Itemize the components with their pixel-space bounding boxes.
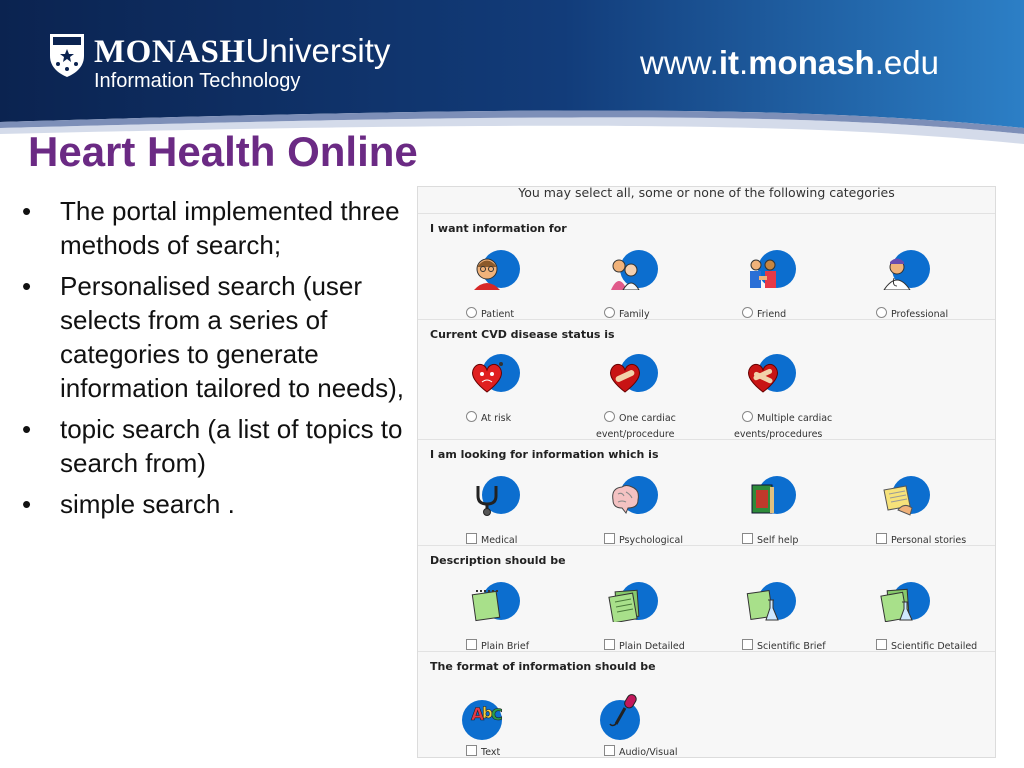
option-text: Professional [891,309,949,320]
info-type-checkbox[interactable] [876,533,887,544]
bullet-item [22,269,412,405]
info-type-checkbox[interactable] [604,533,615,544]
option-text: Text [481,747,501,758]
option-text: Scientific Detailed [891,641,978,652]
heart-bomb-icon [460,350,520,406]
bullet-dot: • [22,489,32,519]
brain-icon [598,472,658,528]
bullet-list [22,194,412,528]
section-info-type [418,439,995,546]
url-monash: monash [748,44,875,81]
bullet-item [22,412,412,480]
option-text: Patient [481,309,515,320]
url-prefix: www. [640,44,719,81]
section-title: I want information for [430,222,567,235]
friend-icon [736,246,796,302]
audience-radio[interactable] [742,307,753,318]
bullet-item [22,487,412,521]
option-label [734,411,833,440]
format-checkbox[interactable] [466,745,477,756]
section-title: Description should be [430,554,566,567]
option-label [466,411,511,424]
bullet-text: simple search . [60,489,235,519]
option-text: Psychological [619,535,683,546]
url-dot: . [739,44,749,81]
brand-department: Information Technology [94,70,301,92]
family-icon [598,246,658,302]
option-text: Multiple cardiac [757,413,833,424]
description-checkbox[interactable] [742,639,753,650]
option-text: Medical [481,535,518,546]
heart-bandages-icon [736,350,796,406]
option-text: Family [619,309,650,320]
writing-hand-icon [870,472,930,528]
stethoscope-icon [460,472,520,528]
svg-text:b: b [482,704,493,722]
section-format [418,651,995,758]
audience-radio[interactable] [466,307,477,318]
brand-monash-text: MONASH [94,34,246,70]
status-radio[interactable] [466,411,477,422]
notepad-icon [460,578,520,634]
section-description [418,545,995,652]
format-checkbox[interactable] [604,745,615,756]
svg-text:C: C [491,705,503,724]
bullet-dot: • [22,414,32,444]
url-it: it [718,44,740,81]
bullet-dot: • [22,196,32,226]
option-subline: event/procedure [596,429,675,440]
microphone-icon [598,684,658,740]
section-title: Current CVD disease status is [430,328,615,341]
description-checkbox[interactable] [876,639,887,650]
section-title: I am looking for information which is [430,448,659,461]
option-text: Plain Detailed [619,641,685,652]
option-text: Audio/Visual [619,747,678,758]
heart-bandage-icon [598,350,658,406]
audience-radio[interactable] [876,307,887,318]
section-title: The format of information should be [430,660,656,673]
status-radio[interactable] [742,411,753,422]
bullet-text: The portal implemented three methods of search; [60,196,400,260]
info-type-checkbox[interactable] [466,533,477,544]
bullet-dot: • [22,271,32,301]
description-checkbox[interactable] [466,639,477,650]
notepad-flask-icon [736,578,796,634]
option-text: Personal stories [891,535,967,546]
bullet-item [22,194,412,262]
description-checkbox[interactable] [604,639,615,650]
option-text: Scientific Brief [757,641,826,652]
notepad-flask-stack-icon [870,578,930,634]
university-crest-icon [48,32,86,78]
slide-title: Heart Health Online [28,128,418,175]
option-text: Self help [757,535,799,546]
url-suffix: .edu [874,44,939,81]
brand-university-text: University [245,32,391,69]
abc-blocks-icon [460,684,520,740]
bullet-text: Personalised search (user selects from a series of categories to generate information tailored to needs), [60,271,404,403]
option-text: At risk [481,413,512,424]
audience-radio[interactable] [604,307,615,318]
form-intro: You may select all, some or none of the following categories [518,186,895,200]
search-form-panel [417,186,996,758]
brand-name [94,32,390,71]
svg-text:A: A [471,705,485,725]
option-text: One cardiac [619,413,676,424]
bullet-text: topic search (a list of topics to search from) [60,414,403,478]
website-url[interactable] [640,44,939,82]
section-cvd-status [418,319,995,440]
section-audience [418,213,995,320]
patient-icon [460,246,520,302]
doctor-icon [870,246,930,302]
book-icon [736,472,796,528]
option-label [596,411,676,440]
option-label [604,745,678,758]
option-label [466,745,500,758]
option-subline: events/procedures [734,429,823,440]
notepad-stack-icon [598,578,658,634]
option-text: Friend [757,309,787,320]
status-radio[interactable] [604,411,615,422]
option-text: Plain Brief [481,641,530,652]
info-type-checkbox[interactable] [742,533,753,544]
